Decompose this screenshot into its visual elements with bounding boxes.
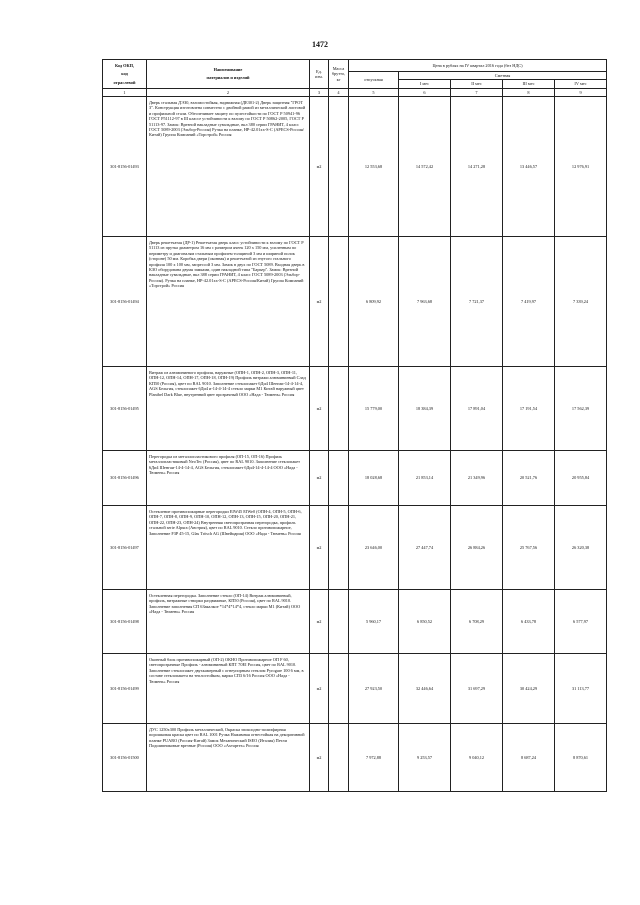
row-price-m1: 7 963,68 [399,237,451,367]
row-price-m1: 21 853,14 [399,451,451,506]
row-price-m4: 8 870,61 [555,724,607,792]
row-retail-price: 12 553,68 [349,97,399,237]
row-code: 301-8156-01493 [103,97,147,237]
column-index: 9 [555,88,607,96]
row-unit: м2 [310,367,329,451]
row-retail-price: 6 809,92 [349,237,399,367]
column-index-row [103,88,607,96]
table-row [103,367,607,451]
row-price-m2: 17 891,04 [451,367,503,451]
row-price-m3: 17 191,54 [503,367,555,451]
row-price-m1: 9 253,57 [399,724,451,792]
row-price-m1: 27 447,74 [399,506,451,590]
header-month-3: III мес [503,80,555,88]
row-price-m4: 26 320,38 [555,506,607,590]
header-price-title: Цена в рублях на IV квартал 2016 года (без НДС) [349,60,607,72]
row-description: Оконный блок противопожарный (ОП-2) ОКНО Противопожарное ОП F 60, светопрозрачные Профиль - алюминиевый КПТ 70ЕI Россия, цвет по RAL 9010. Заполнение стеклопакет двухкамерный с огнеупорным стеклом Pyrogarе 100 6 мм, в составе стеклопакета на теплостойком, марки СП3 6/16 Россия ООО «Нада - Тюмень» Россия [147,654,310,724]
row-description: Дверь стальная ДЭЗ0, взломостойкая, надвижная (ДЕЗ01-2) Дверь защитная "ГРОТ 3". Конструкция изготовлена совместно с двойной рамой из металлической листовой и профильной стали. Обеспечивает защиту по пулестойкости по ГОСТ Р 50941-96 ГОСТ Р51112-97 в III классе устойчивости к взлому по ГОСТ Р 50862-2005, ГОСТ Р 51113-97. Замок: Врезной накладные сувальдные, вкл 380 серии ГРАНИТ, 4 класс ГОСТ 5089-2003 (Эльбор-Россия) Ручка на планке, НР-42.01хх-S-C (APECS-Россия/Китай) Группа Компаний «Торстрой» Россия [147,97,310,237]
row-price-m4: 12 976,91 [555,97,607,237]
header-retail: отпускная [349,72,399,89]
column-index: 3 [310,88,329,96]
price-table [102,59,607,792]
table-row [103,97,607,237]
row-code: 301-8156-01494 [103,237,147,367]
header-month-2: II мес [451,80,503,88]
row-price-m2: 14 271,28 [451,97,503,237]
table-row [103,654,607,724]
row-mass [329,506,349,590]
row-description: Остекление противопожарные перегородки EIW45 EIWe0 (ОПН-4, ОПН-5, ОПН-6, ОПН-7, ОПН-8, ОПН-9, ОПН-10, ОПН-12, ОПН-13, ОПН-15, ОПН-20, ОПН-21, ОПН-22, ОПН-23, ОПН-24) Внутренняя светопрозрачная перегородка, профиль стальной serie Alpura (Австрия), цвет по RAL 9010. Стекло противопожарное, Заполнение F3P 45-15, Glas Trösch AG (Швейцария) ООО «Нада - Тюмень» Россия [147,506,310,590]
row-price-m1: 6 850,52 [399,590,451,654]
row-code: 301-8156-01499 [103,654,147,724]
row-retail-price: 23 646,00 [349,506,399,590]
row-price-m3: 20 521,76 [503,451,555,506]
page-number: 1472 [312,40,328,49]
row-retail-price: 5 960,17 [349,590,399,654]
row-price-m3: 6 433,78 [503,590,555,654]
row-mass [329,237,349,367]
row-description: Дверь решетчатая (ДР-1) Решетчатая дверь класс устойчивости к взлому по ГОСТ Р 51113 из прутка диаметром 16 мм с размером ячеек 120 х 150 мм, усиленным по периметру и диагоналям стальным профилем толщиной 3 мм и шириной полок (стороне) 50 мм. Коробка двери (оконная) и решетчатой из гнутого стального профиля 100 х 100 мм, запрессой 3 мм. Замок в двух по ГОСТ 5089. Входная дверь в КЗО оборудована двумя замками, один накладной типа "Барьер". Замок: Врезной накладные сувальдные, вкл 388 серии ГРАНИТ, 4 класс ГОСТ 5089-2003 (Эльбор-Россия). Ручка на планке, НР-42.01хх-S-C (APECS-Россия/Китай) Группа Компаний «Торстрой» Россия [147,237,310,367]
column-index: 8 [503,88,555,96]
row-price-m3: 8 687,24 [503,724,555,792]
row-unit: м2 [310,724,329,792]
row-mass [329,367,349,451]
row-description: ДУС 1250х300 Профиль металлический, Окраска эпоксидно-полиэфирная порошковая краска цвет по RAL 1001 Ручка Нажимная огнестойкая на декоративной планке PUARO (Россия-Китай) Замок Механический ISEO (Италия) Петли Подшипниковые врезные (Россия) ООО «Ахтартех» Россия [147,724,310,792]
row-price-m2: 9 040,12 [451,724,503,792]
row-price-m3: 30 424,29 [503,654,555,724]
column-index: 4 [329,88,349,96]
column-index: 5 [349,88,399,96]
column-index: 2 [147,88,310,96]
table-row [103,506,607,590]
row-mass [329,724,349,792]
row-mass [329,97,349,237]
row-retail-price: 15 779,00 [349,367,399,451]
column-index: 6 [399,88,451,96]
row-price-m4: 17 562,39 [555,367,607,451]
row-description: Перегородка из металлопластикового профиля (ОП-15, ОП-16) Профиль металлопластиковый NeoTec (Россия), цвет по RAL 9010. Заполнение стеклопакет 6Ди4 Шенгаи-14-4-14-4, AGS Бельгия, стеклопакет 6Ди4-14-4-14-4 ООО «Нада - Тюмень» Россия [147,451,310,506]
row-mass [329,590,349,654]
column-index: 7 [451,88,503,96]
row-unit: м2 [310,506,329,590]
header-name: Наименование материалов и изделий [147,60,310,89]
row-unit: м2 [310,237,329,367]
header-code: Код ОКП, код отраслевой [103,60,147,89]
row-retail-price: 27 923,50 [349,654,399,724]
row-price-m2: 21 349,96 [451,451,503,506]
header-month-1: I мес [399,80,451,88]
row-price-m3: 13 446,57 [503,97,555,237]
row-price-m3: 25 767,56 [503,506,555,590]
row-price-m1: 14 572,42 [399,97,451,237]
row-code: 301-8156-01497 [103,506,147,590]
row-unit: м2 [310,654,329,724]
table-row [103,590,607,654]
row-price-m2: 26 884,26 [451,506,503,590]
row-price-m1: 32 446,64 [399,654,451,724]
row-description: Витраж из алюминиевого профиля, наружные (ОПН-1, ОПН-2, ОПН-3, ОПН-11, ОПН-12, ОПН-14, ОПН-17, ОПН-18, ОПН-19) Профиль витражи алюминиевый Слад КП50 (Россия), цвет по RAL 9010. Заполнение стеклопакет 6Ди4 Шенгаи-14-4-14-4, AGS Бельгия, стеклопакет 6Ди4 и-14-4-14-4 стекло марки М1 Китай наружный цвет Planibel Dark Blue, внутренний цвет прозрачный ООО «Нада - Тюмень» Россия [147,367,310,451]
row-retail-price: 18 028,68 [349,451,399,506]
header-mass: Масса брутто, кг [329,60,349,89]
row-price-m3: 7 419,97 [503,237,555,367]
row-code: 301-8156-01495 [103,367,147,451]
table-row [103,237,607,367]
header-including: Сметная [399,72,607,80]
table-row [103,724,607,792]
row-price-m1: 18 384,39 [399,367,451,451]
row-mass [329,451,349,506]
row-price-m4: 20 955,84 [555,451,607,506]
row-price-m4: 31 113,77 [555,654,607,724]
row-code: 301-8156-01500 [103,724,147,792]
row-unit: м2 [310,451,329,506]
row-retail-price: 7 972,88 [349,724,399,792]
row-description: Остекленная перегородка. Заполнение стекло (ОП-14) Витраж алюминиевый, профиль, витражные створки раздвижные, КП50 (Россия), цвет по RAL 9010. Заполнение заполнения СП 6Закалкое *14*4*14*4, стекло марки М1 (Китай) ООО «Нада - Тюмень» Россия [147,590,310,654]
row-price-m2: 7 721,37 [451,237,503,367]
table-row [103,451,607,506]
row-price-m4: 6 577,97 [555,590,607,654]
row-code: 301-8156-01498 [103,590,147,654]
row-unit: м2 [310,590,329,654]
header-month-4: IV мес [555,80,607,88]
row-code: 301-8156-01496 [103,451,147,506]
row-price-m2: 6 708,29 [451,590,503,654]
row-price-m2: 31 697,29 [451,654,503,724]
header-unit: Ед. изм. [310,60,329,89]
row-mass [329,654,349,724]
column-index: 1 [103,88,147,96]
row-unit: м2 [310,97,329,237]
row-price-m4: 7 339,24 [555,237,607,367]
